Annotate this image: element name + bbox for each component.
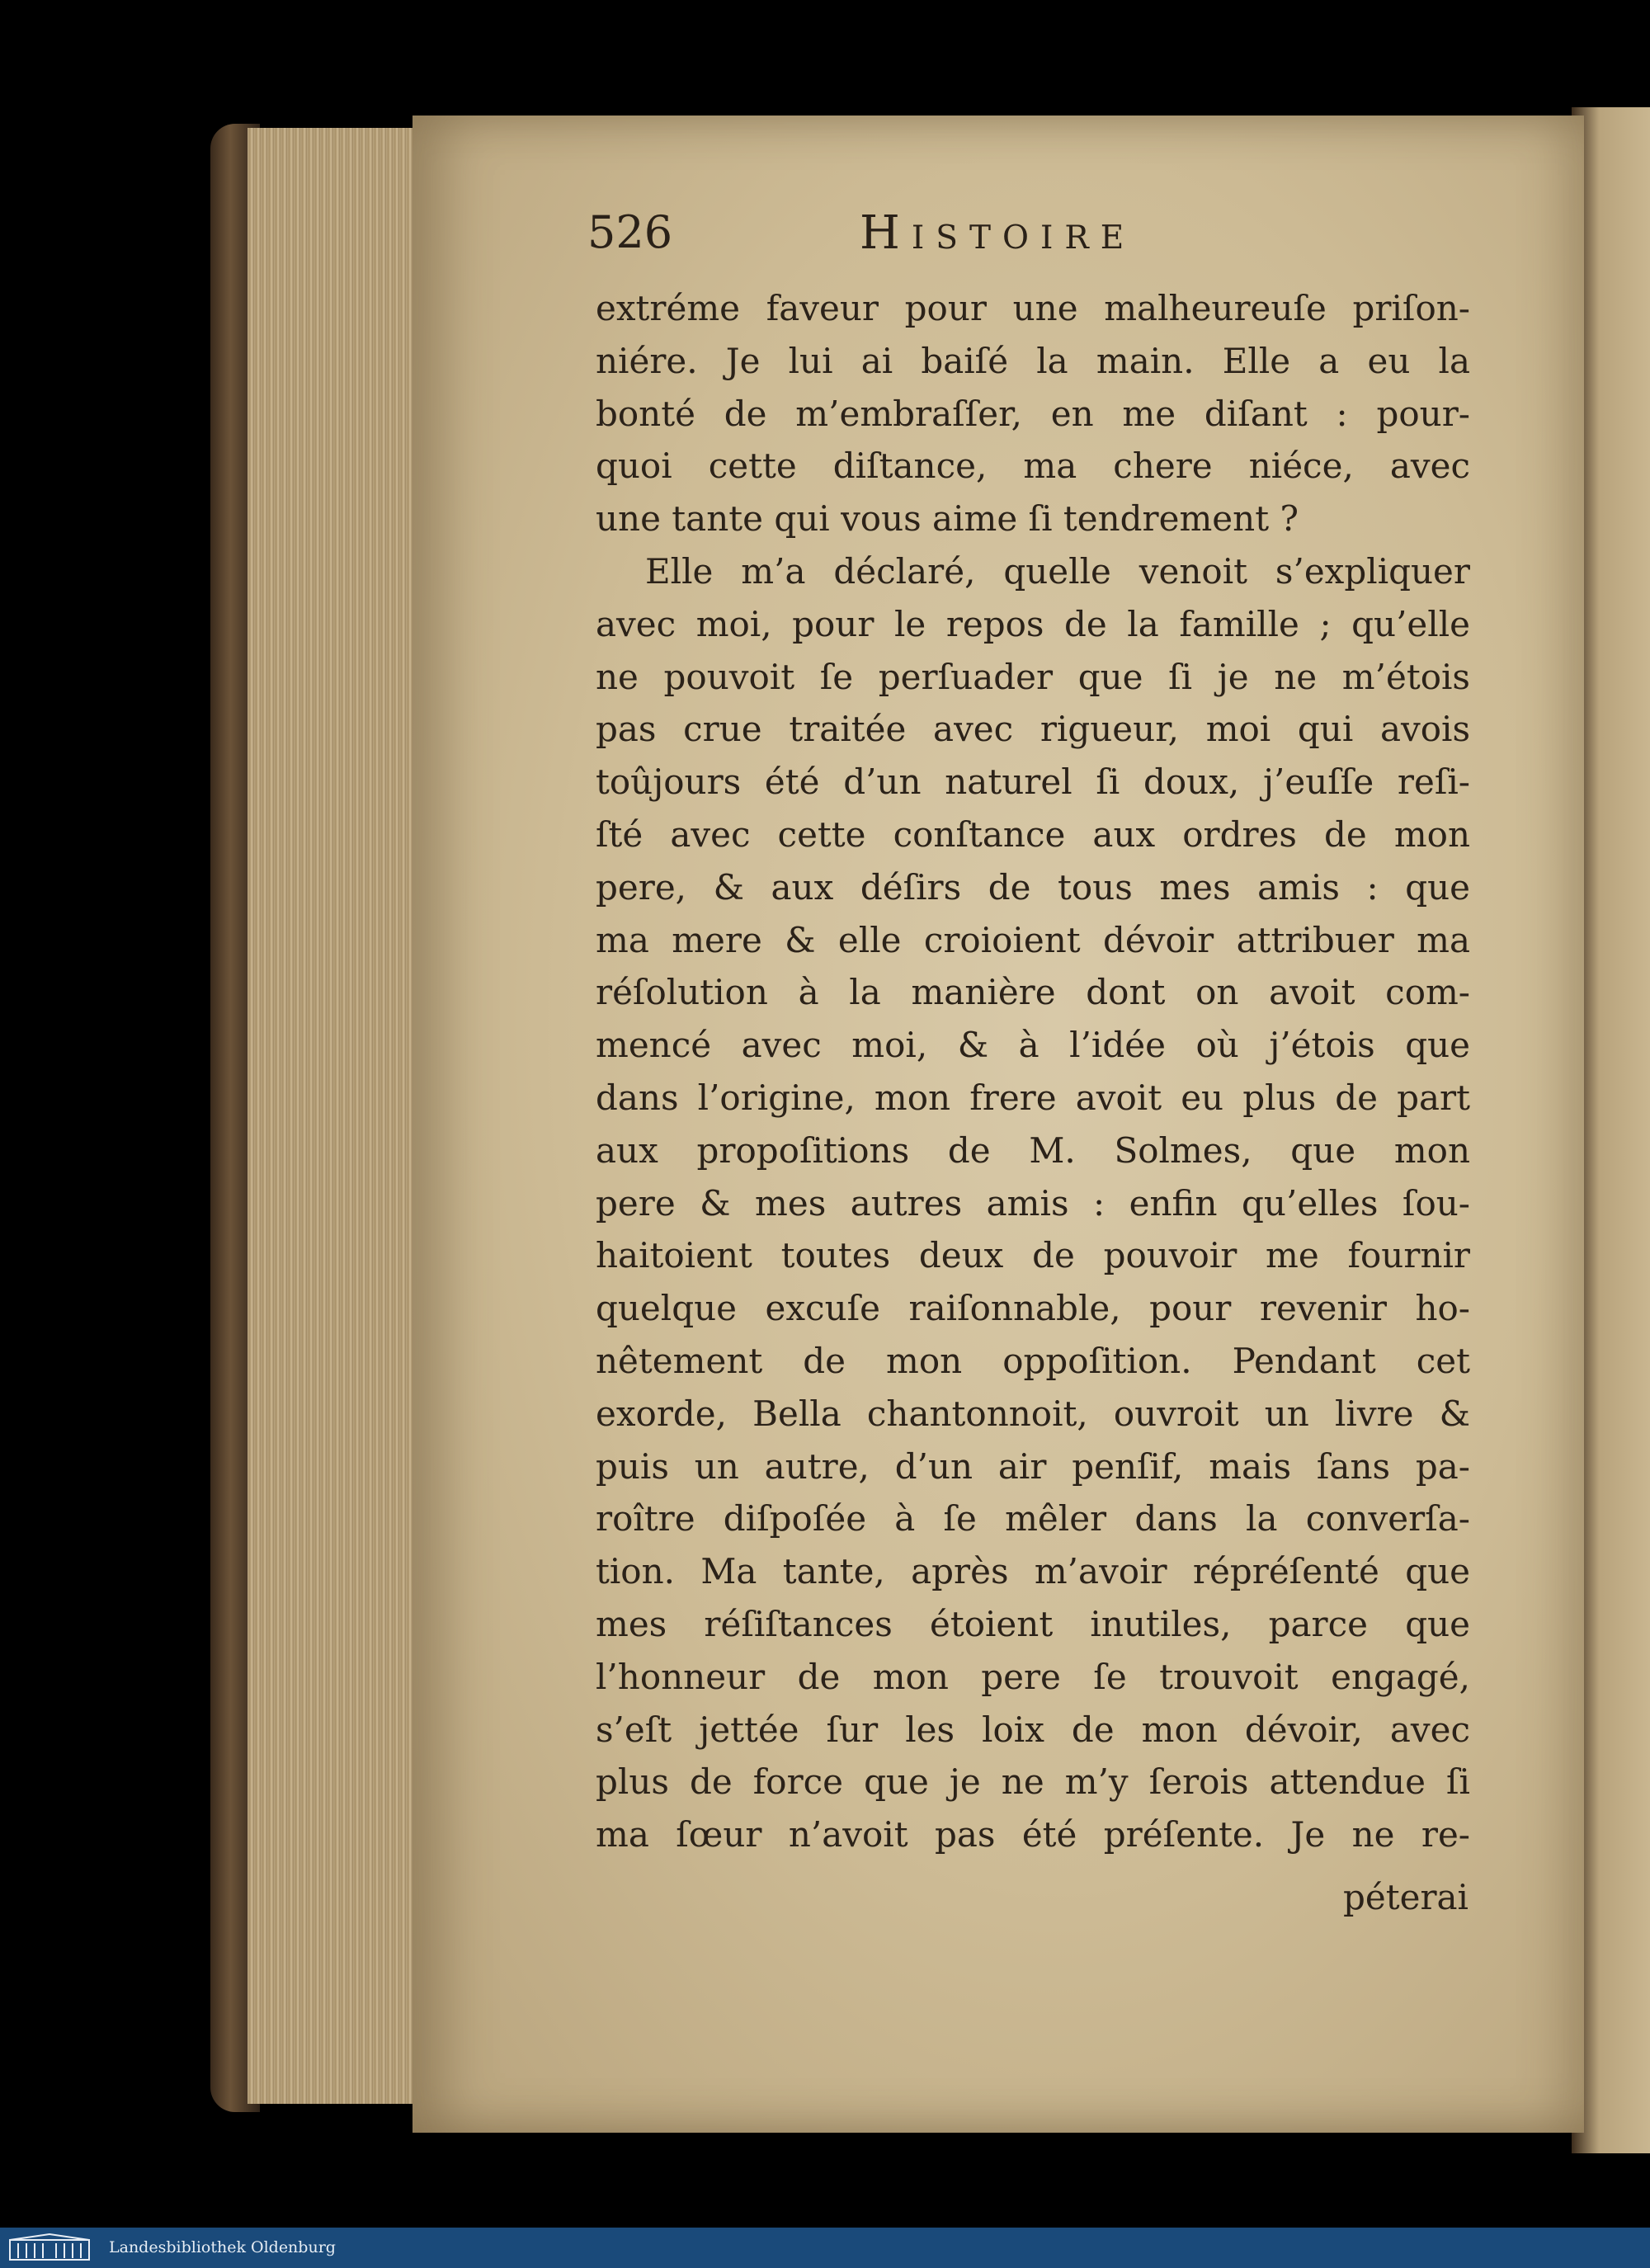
text-line: ma mere & elle croioient dévoir attribuer ma [596,919,1470,960]
text-line: haitoient toutes deux de pouvoir me fournir [596,1235,1470,1276]
catchword: péterai [1342,1877,1468,1917]
text-line: nêtement de mon oppoſition. Pendant cet [596,1340,1470,1381]
text-line: mes réſiſtances étoient inutiles, parce que [596,1603,1470,1644]
text-line: mencé avec moi, & à l’idée où j’étois que [596,1025,1470,1066]
text-line: s’eſt jettée ſur les loix de mon dévoir, avec [596,1709,1470,1750]
text-line: tion. Ma tante, après m’avoir répréſenté que [596,1551,1470,1592]
page-edges [248,128,425,2104]
text-line: dans l’origine, mon frere avoit eu plus de part [596,1077,1470,1118]
text-line: bonté de m’embraſſer, en me diſant : pour- [596,393,1470,434]
text-line: Elle m’a déclaré, quelle venoit s’expliquer [645,550,1470,592]
library-building-icon [8,2233,91,2261]
text-line: une tante qui vous aime ſi tendrement ? [596,498,1299,540]
text-line: pas crue traitée avec rigueur, moi qui avois [596,709,1470,750]
page-header [587,206,1478,264]
text-line: quoi cette diſtance, ma chere niéce, avec [596,446,1470,487]
text-line: avec moi, pour le repos de la famille ; qu’elle [596,603,1470,644]
text-line: puis un autre, d’un air penſif, mais ſans pa- [596,1445,1470,1487]
text-line: ma ſœur n’avoit pas été préſente. Je ne re- [596,1814,1470,1855]
text-line: pere & mes autres amis : enfin qu’elles ſou- [596,1182,1470,1224]
text-line: extréme faveur pour une malheureuſe priſon- [596,288,1470,328]
text-line: réſolution à la manière dont on avoit com- [596,972,1470,1013]
page-number: 526 [587,206,673,258]
text-line: ſté avec cette conſtance aux ordres de mon [596,813,1470,855]
text-line: ne pouvoit ſe perſuader que ſi je ne m’étois [596,656,1470,697]
text-line: pere, & aux déſirs de tous mes amis : que [596,866,1470,908]
library-footer [0,2228,1650,2268]
body-text [596,282,1470,1861]
text-line: aux propoſitions de M. Solmes, que mon [596,1129,1470,1171]
text-line: plus de force que je ne m’y ſerois attendue ſi [596,1761,1470,1803]
text-line: toûjours été d’un naturel ſi doux, j’euſſe reſi- [596,762,1470,803]
text-line: exorde, Bella chantonnoit, ouvroit un livre & [596,1393,1470,1434]
text-line: niére. Je lui ai baiſé la main. Elle a eu la [596,340,1470,381]
running-head: Histoire [860,206,1136,260]
text-line: l’honneur de mon pere ſe trouvoit engagé, [596,1656,1470,1697]
text-line: roître diſpoſée à ſe mêler dans la converſa- [596,1498,1470,1540]
text-line: quelque excuſe raiſonnable, pour revenir ho- [596,1288,1470,1329]
library-name: Landesbibliothek Oldenburg [109,2238,336,2256]
